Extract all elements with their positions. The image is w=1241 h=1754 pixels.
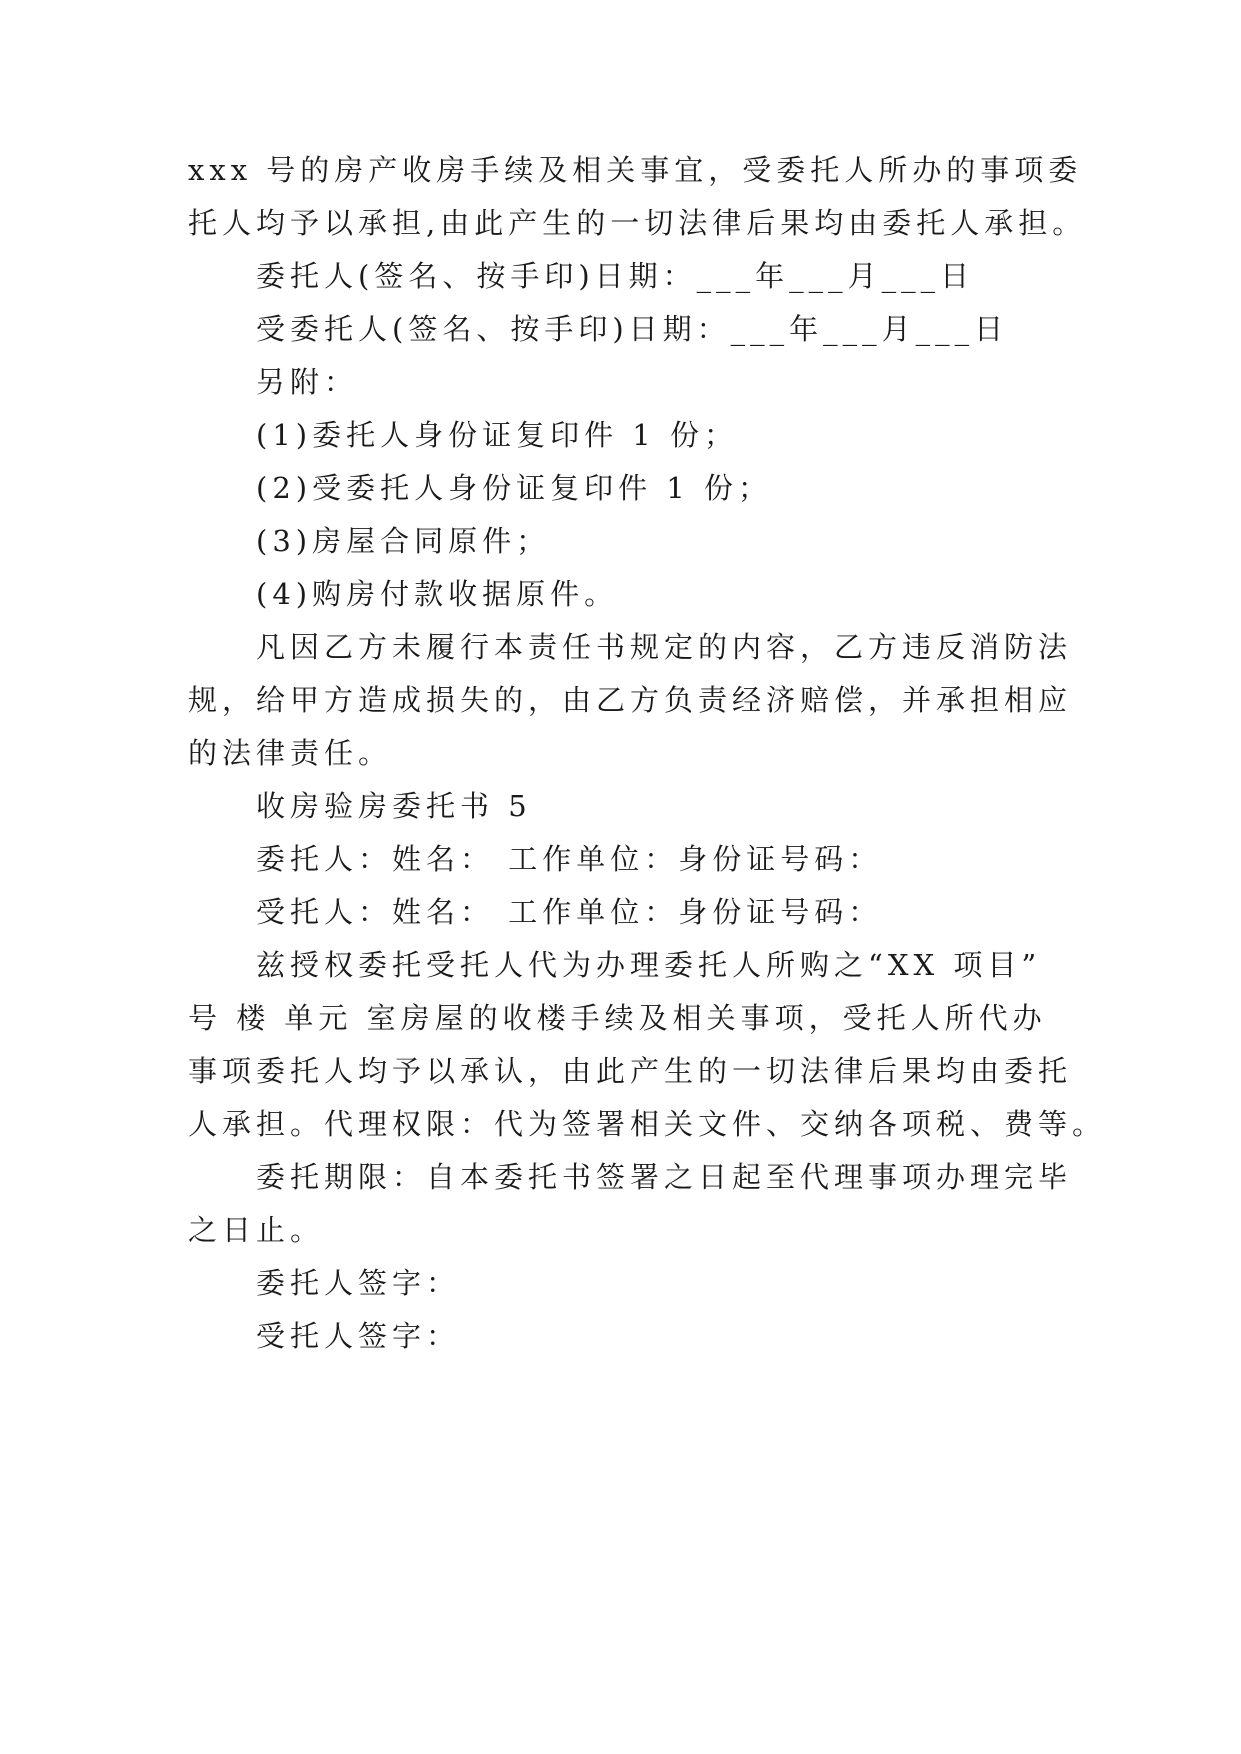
delegator-signature-line: 委托人签字： (256, 1266, 461, 1300)
delegatee-info-line: 受托人：姓名： 工作单位：身份证号码： (256, 895, 883, 929)
liability-paragraph-line-2: 规，给甲方造成损失的，由乙方负责经济赔偿，并承担相应 (188, 683, 1073, 717)
delegatee-signature-date-line: 受委托人(签名、按手印)日期：___年___月___日 (256, 312, 1009, 346)
delegator-info-line: 委托人：姓名： 工作单位：身份证号码： (256, 842, 883, 876)
attachment-item-2: (2)受委托人身份证复印件 1 份； (256, 471, 772, 505)
attachment-item-1: (1)委托人身份证复印件 1 份； (256, 418, 738, 452)
authorization-paragraph-line-4: 人承担。代理权限：代为签署相关文件、交纳各项税、费等。 (188, 1107, 1107, 1141)
text-line-1: xxx 号的房产收房手续及相关事宜，受委托人所办的事项委 (188, 153, 1083, 187)
text-line-2: 托人均予以承担,由此产生的一切法律后果均由委托人承担。 (188, 206, 1087, 240)
liability-paragraph-line-1: 凡因乙方未履行本责任书规定的内容，乙方违反消防法 (256, 630, 1073, 664)
authorization-paragraph-line-2: 号 楼 单元 室房屋的收楼手续及相关事项，受托人所代办 (188, 1001, 1047, 1035)
authorization-paragraph-line-1: 兹授权委托受托人代为办理委托人所购之“XX 项目” (256, 948, 1042, 982)
authorization-paragraph-line-3: 事项委托人均予以承认，由此产生的一切法律后果均由委托 (188, 1054, 1073, 1088)
term-paragraph-line-2: 之日止。 (188, 1213, 325, 1247)
attachments-heading: 另附： (256, 365, 359, 399)
delegator-signature-date-line: 委托人(签名、按手印)日期：___年___月___日 (256, 259, 975, 293)
liability-paragraph-line-3: 的法律责任。 (188, 736, 393, 770)
section-title: 收房验房委托书 5 (256, 789, 532, 823)
delegatee-signature-line: 受托人签字： (256, 1319, 461, 1353)
term-paragraph-line-1: 委托期限：自本委托书签署之日起至代理事项办理完毕 (256, 1160, 1073, 1194)
attachment-item-3: (3)房屋合同原件； (256, 524, 551, 558)
attachment-item-4: (4)购房付款收据原件。 (256, 577, 619, 611)
